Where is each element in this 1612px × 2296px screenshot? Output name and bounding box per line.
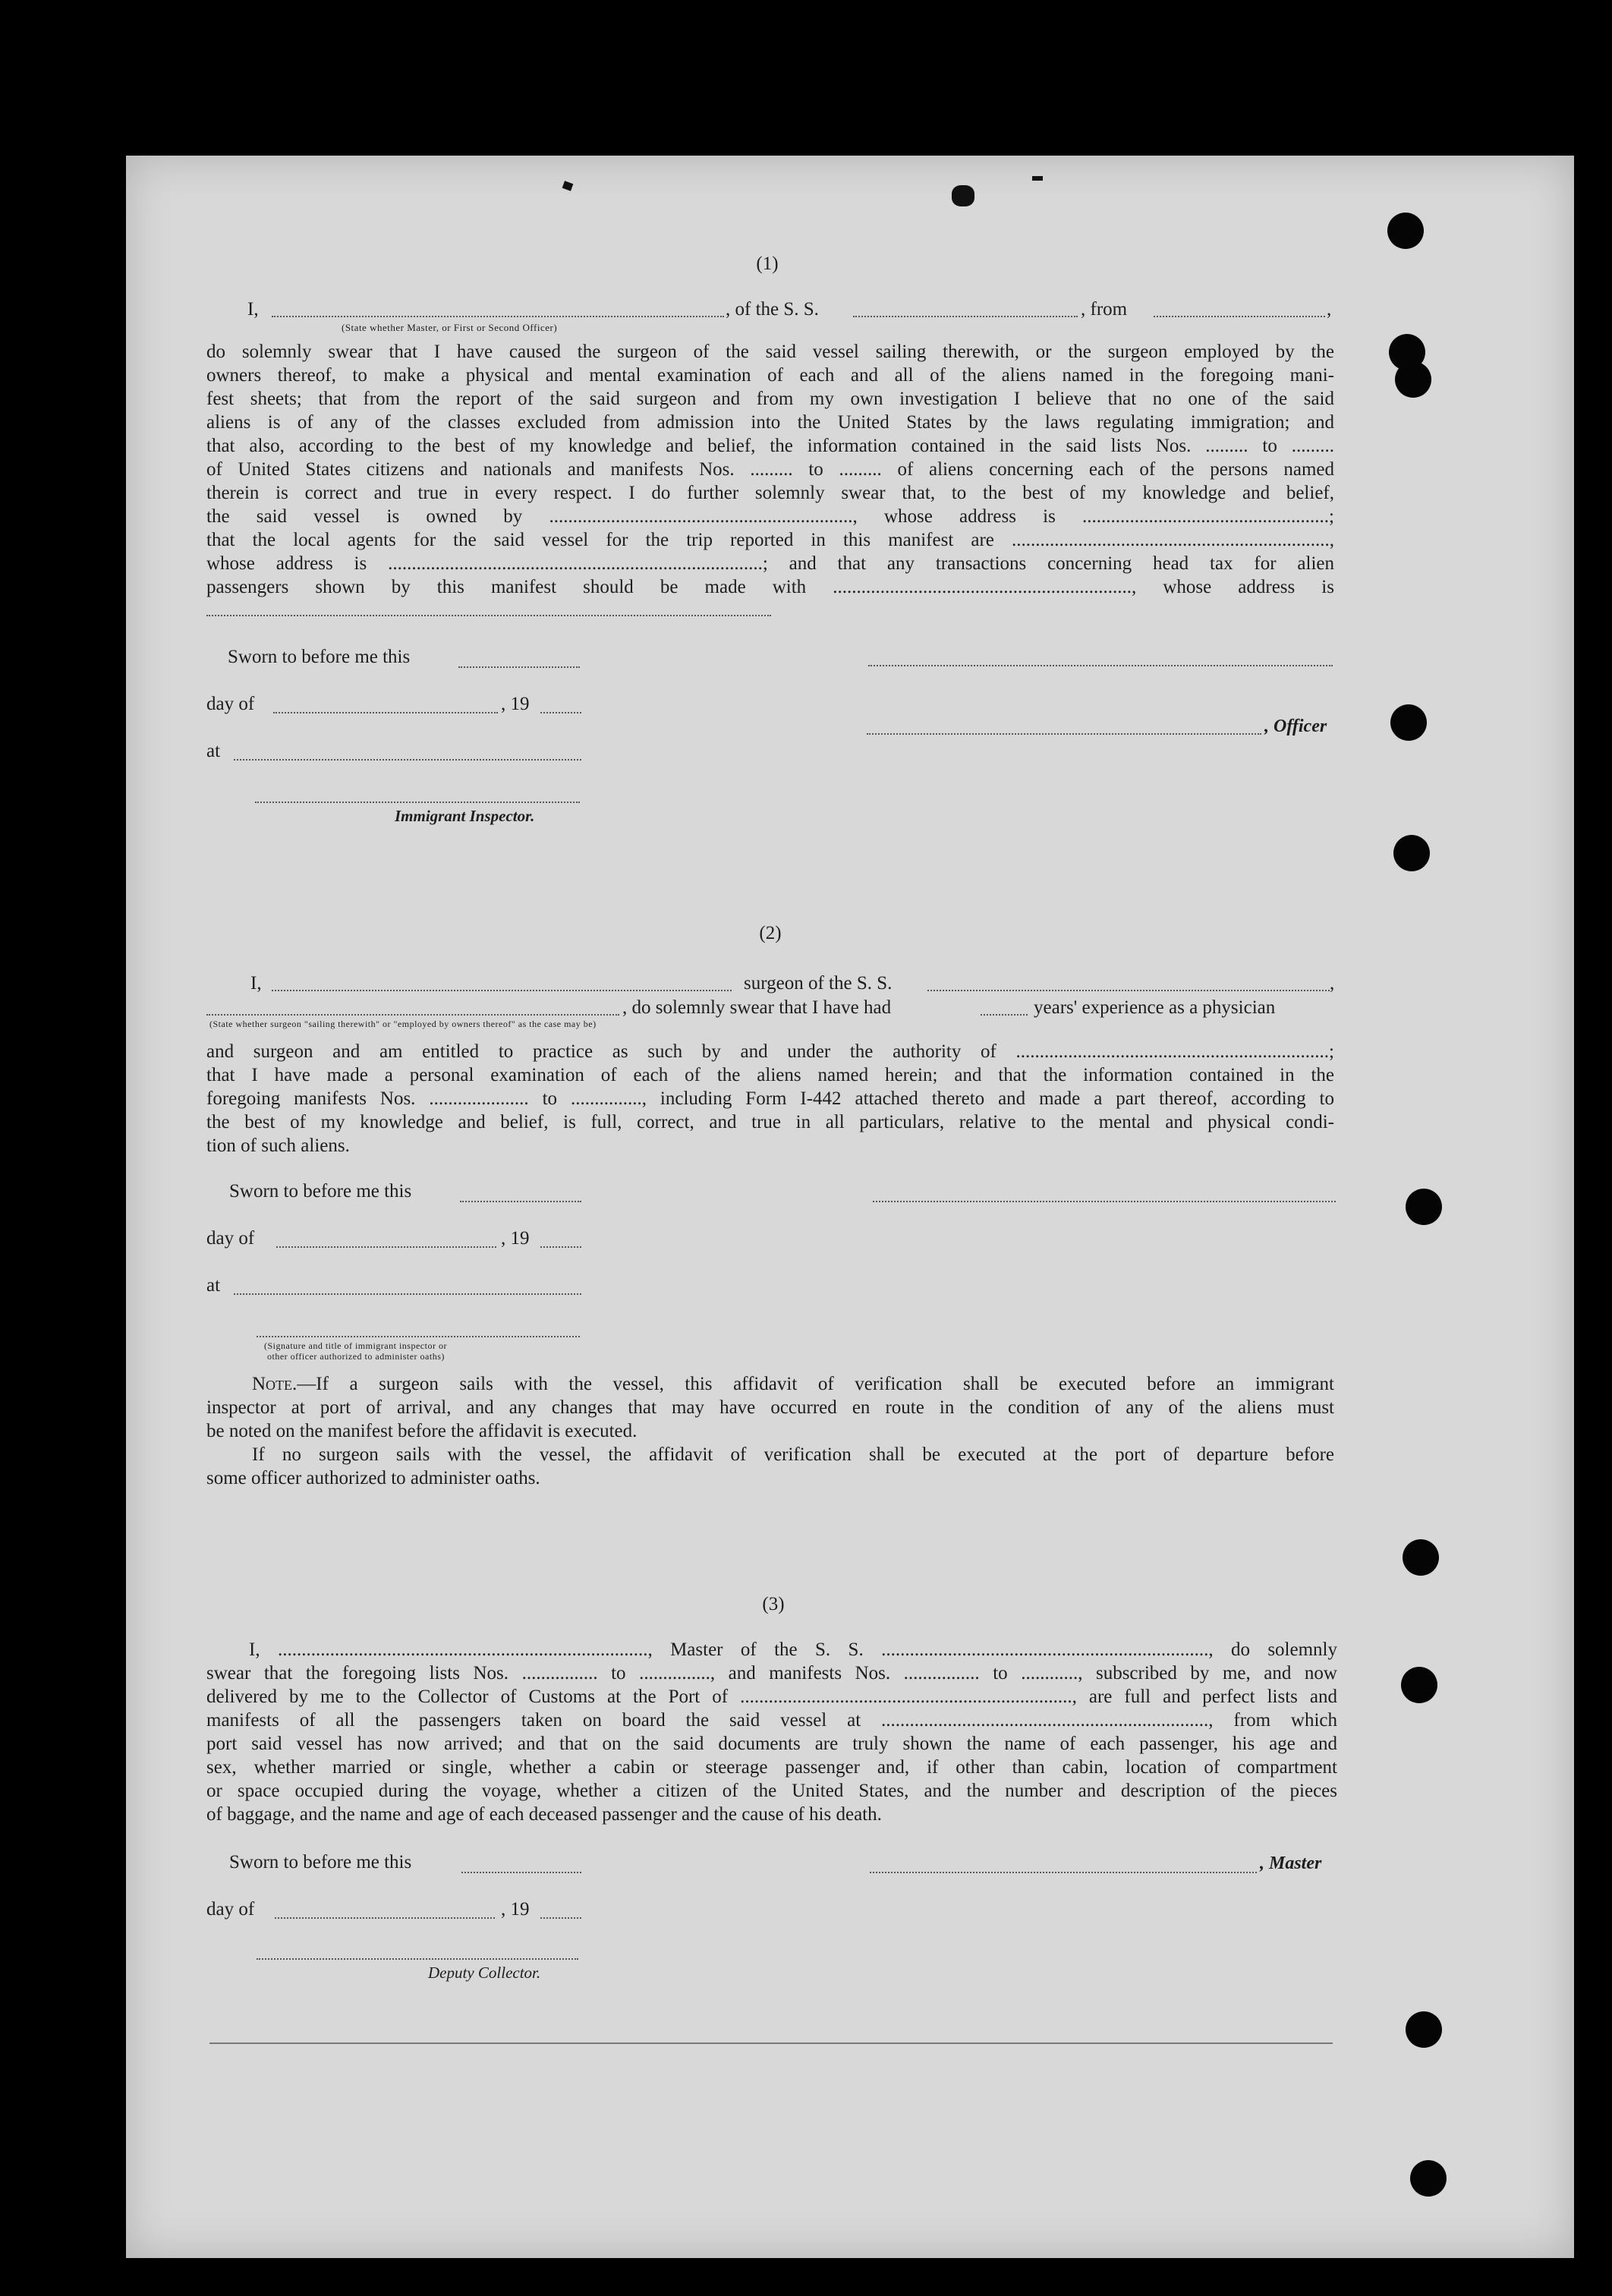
section-2-surgeon-name-field[interactable] — [272, 988, 732, 991]
section-1-at-place-field[interactable] — [234, 757, 581, 761]
punch-hole-7 — [1403, 1539, 1439, 1576]
section-1-sworn-day-field[interactable] — [458, 665, 580, 668]
section-1-day-of-label: day of — [206, 694, 255, 714]
section-1-inspector-signature-field[interactable] — [255, 800, 580, 803]
section-2-at-place-field[interactable] — [234, 1292, 581, 1295]
ink-mark-2 — [952, 185, 974, 206]
punch-hole-6 — [1406, 1189, 1442, 1225]
section-2-capacity-note: (State whether surgeon "sailing therewith" or "employed by owners thereof" as the case may be) — [209, 1019, 597, 1029]
section-1-from-port-field[interactable] — [1154, 314, 1325, 317]
section-1-year-label: , 19 — [501, 694, 530, 714]
section-3-number: (3) — [762, 1594, 785, 1614]
section-2-note: Note.—If a surgeon sails with the vessel, this affidavit of verification shall be executed before an immigrant inspector at port of arrival, and any changes that may have occurred en route in the condition of any of the aliens must be noted on the manifest before the affidavit is executed. If no surgeon sails with the vessel, the affidavit of verification shall be executed at the port of departure before some officer authorized to administer oaths. — [206, 1374, 1334, 1488]
ink-mark-3 — [1032, 176, 1043, 181]
section-2-number: (2) — [759, 923, 782, 943]
bottom-rule — [209, 2042, 1333, 2044]
section-1-signature-field[interactable] — [868, 663, 1333, 666]
section-2-years-text: years' experience as a physician — [1034, 997, 1276, 1018]
section-1-officer-signature-field[interactable] — [867, 732, 1261, 735]
section-1-at-label: at — [206, 741, 221, 761]
section-2-signature-note-2: other officer authorized to administer oaths) — [267, 1351, 445, 1362]
section-1-from: , from — [1081, 299, 1128, 320]
note-label: Note. — [252, 1374, 298, 1394]
section-3-sworn-label: Sworn to before me this — [229, 1852, 412, 1872]
section-2-ship-name-field[interactable] — [927, 988, 1330, 991]
section-3-year-field[interactable] — [540, 1916, 581, 1919]
section-2-swear-text: , do solemnly swear that I have had — [622, 997, 892, 1018]
section-1-sworn-label: Sworn to before me this — [228, 647, 411, 667]
section-2-years-field[interactable] — [981, 1013, 1028, 1016]
punch-hole-10 — [1410, 2160, 1447, 2197]
section-1-ship-name-field[interactable] — [853, 314, 1078, 317]
section-1-year-field[interactable] — [540, 710, 581, 713]
punch-hole-5 — [1393, 835, 1430, 871]
section-2-year-label: , 19 — [501, 1228, 530, 1249]
section-2-sworn-label: Sworn to before me this — [229, 1181, 412, 1202]
section-1-head-tax-address-field[interactable] — [206, 613, 771, 616]
section-2-year-field[interactable] — [540, 1245, 581, 1248]
section-1-month-field[interactable] — [273, 710, 498, 713]
section-3-collector-signature-field[interactable] — [257, 1957, 578, 1960]
section-1-inspector-label: Immigrant Inspector. — [395, 807, 535, 825]
section-3-master-label: , Master — [1260, 1853, 1322, 1873]
section-1-oath-text: do solemnly swear that I have caused the surgeon of the said vessel sailing therewith, or the surgeon employed by the owners thereof, to make a physical and mental examination of each and all of the aliens named in the foregoing mani- fest sheets; that from the report of the said surgeon and from my own investigation I believe that no one of the said aliens is of any of the classes excluded from admission into the United States by the laws regulating immigration; and that also, according to the best of my knowledge and belief, the information contained in the said lists Nos. ......... to ......... of United States citizens and nationals and manifests Nos. ......... to ......... of aliens concerning each of the persons named therein is correct and true in every respect. I do further solemnly swear that, to the best of my knowledge and belief, the said vessel is owned by ................................................................, whose address is ....................................................; that the local agents for the said vessel for the trip reported in this manifest are ..................................................................., whose address is ...............................................................................; and that any transactions concerning head tax for alien passengers shown by this manifest should be made with ..............................................................., whose address is — [206, 342, 1334, 597]
section-3-day-of-label: day of — [206, 1899, 255, 1920]
section-2-surgeon-label: surgeon of the S. S. — [744, 973, 893, 994]
section-1-number: (1) — [756, 254, 779, 274]
section-2-capacity-field[interactable] — [206, 1013, 619, 1016]
section-1-officer-name-field[interactable] — [272, 314, 724, 317]
section-2-day-of-label: day of — [206, 1228, 255, 1249]
punch-hole-1 — [1387, 213, 1424, 249]
punch-hole-8 — [1401, 1667, 1437, 1703]
section-2-at-label: at — [206, 1275, 221, 1296]
section-1-line-end: , — [1327, 299, 1332, 320]
section-3-oath-text: I, .............................................................................., Master of the S. S. ....................................................................., do solemnly swear that the foregoing lists Nos. ................ to ..............., and manifests Nos. ................ to ............, subscribed by me, and now delivered by me to the Collector of Customs at the Port of ......................................................................, are full and perfect lists and manifests of all the passengers taken on board the said vessel at ....................................................................., from which port said vessel has now arrived; and that on the said documents are truly shown the name of each passenger, his age and sex, whether married or single, whether a cabin or steerage passenger and, if other than cabin, location of compartment or space occupied during the voyage, whether a citizen of the United States, and the number and description of the pieces of baggage, and the name and age of each deceased passenger and the cause of his death. — [206, 1639, 1337, 1825]
section-2-signature-field[interactable] — [873, 1199, 1336, 1202]
section-1-officer-note: (State whether Master, or First or Second Officer) — [342, 322, 558, 333]
punch-hole-9 — [1406, 2011, 1442, 2048]
section-2-signature-note-1: (Signature and title of immigrant inspector or — [264, 1340, 447, 1351]
section-2-inspector-signature-field[interactable] — [257, 1334, 580, 1337]
punch-hole-4 — [1390, 704, 1427, 741]
section-3-month-field[interactable] — [275, 1916, 495, 1919]
section-3-year-label: , 19 — [501, 1899, 530, 1920]
section-1-officer-label: , Officer — [1264, 717, 1327, 736]
section-1-i: I, — [247, 299, 259, 320]
section-2-line-end: , — [1330, 973, 1335, 994]
section-2-i: I, — [250, 973, 262, 994]
section-2-month-field[interactable] — [276, 1245, 496, 1248]
section-2-sworn-day-field[interactable] — [460, 1199, 581, 1202]
section-3-master-signature-field[interactable] — [870, 1870, 1257, 1873]
section-2-oath-text: and surgeon and am entitled to practice as such by and under the authority of ..................................................................; that I have made a personal examination of each of the aliens named herein; and that the information contained in the foregoing manifests Nos. ..................... to ..............., including Form I-442 attached thereto and made a part thereof, according to the best of my knowledge and belief, is full, correct, and true in all particulars, relative to the mental and physical condi- tion of such aliens. — [206, 1041, 1334, 1156]
section-1-of-ss: , of the S. S. — [726, 299, 819, 320]
section-3-collector-label: Deputy Collector. — [428, 1964, 541, 1982]
punch-hole-3 — [1395, 361, 1431, 398]
section-3-sworn-day-field[interactable] — [461, 1870, 581, 1873]
